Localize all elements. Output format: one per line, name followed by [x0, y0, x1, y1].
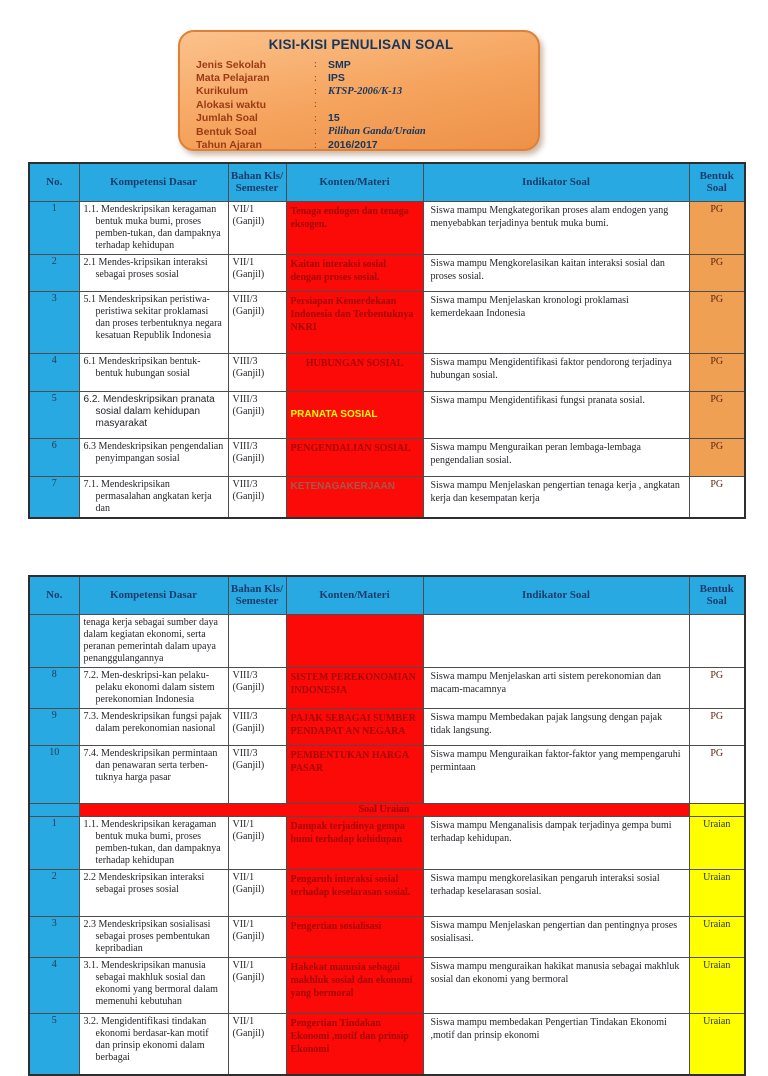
indikator-soal-cell: Siswa mampu Membedakan pajak langsung dengan pajak tidak langsung.	[423, 708, 689, 745]
kompetensi-dasar-cell: 3.2. Mengidentifikasi tindakan ekonomi berdasar-kan motif dan prinsip ekonomi dalam berbagai	[79, 1013, 228, 1075]
table-row	[29, 957, 745, 1013]
table-row	[29, 708, 745, 745]
bahan-kelas-cell: VIII/3 (Ganjil)	[228, 745, 286, 803]
table-row	[29, 438, 745, 476]
column-header: Bentuk Soal	[689, 163, 745, 201]
bahan-kelas-cell: VIII/3 (Ganjil)	[228, 708, 286, 745]
no-cell: 4	[29, 353, 79, 391]
meta-colon: :	[314, 85, 317, 97]
bahan-kelas-cell: VII/1 (Ganjil)	[228, 916, 286, 957]
kompetensi-dasar-cell: 2.3 Mendeskripsikan sosialisasi sebagai proses pembentukan kepribadian	[79, 916, 228, 957]
column-header: Indikator Soal	[423, 576, 689, 614]
indikator-soal-cell: Siswa mampu mengkorelasikan pengaruh interaksi sosial terhadap keselarasan sosial.	[423, 869, 689, 916]
bentuk-soal-cell: Uraian	[689, 957, 745, 1013]
bentuk-soal-cell: PG	[689, 438, 745, 476]
no-cell: 1	[29, 816, 79, 869]
column-header: Bentuk Soal	[689, 576, 745, 614]
exam-header-card	[178, 30, 540, 151]
table-row	[29, 745, 745, 803]
meta-value: 2016/2017	[328, 139, 378, 152]
indikator-soal-cell: Siswa mampu Menguraikan faktor-faktor yang mempengaruhi permintaan	[423, 745, 689, 803]
page-title: KISI-KISI PENULISAN SOAL	[268, 37, 454, 52]
meta-value: KTSP-2006/K-13	[328, 85, 403, 97]
meta-value: Pilihan Ganda/Uraian	[328, 126, 426, 138]
konten-materi-cell: HUBUNGAN SOSIAL	[286, 353, 423, 391]
kompetensi-dasar-cell: tenaga kerja sebagai sumber daya dalam kegiatan ekonomi, serta peranan pemerintah dalam upaya penanggulangannya	[79, 614, 228, 667]
table-row	[29, 916, 745, 957]
no-cell: 3	[29, 291, 79, 353]
table-row	[29, 1013, 745, 1075]
bahan-kelas-cell	[228, 614, 286, 667]
bahan-kelas-cell: VIII/3 (Ganjil)	[228, 667, 286, 708]
table-row	[29, 816, 745, 869]
column-header: Konten/Materi	[286, 576, 423, 614]
kompetensi-dasar-cell: 7.3. Mendeskripsikan fungsi pajak dalam perekonomian nasional	[79, 708, 228, 745]
bentuk-soal-cell: PG	[689, 254, 745, 291]
no-cell: 6	[29, 438, 79, 476]
indikator-soal-cell: Siswa mampu Mengidentifikasi faktor pendorong terjadinya hubungan sosial.	[423, 353, 689, 391]
konten-materi-cell: PEMBENTUKAN HARGA PASAR	[286, 745, 423, 803]
bahan-kelas-cell: VII/1 (Ganjil)	[228, 254, 286, 291]
konten-materi-cell: KETENAGAKERJAAN	[286, 476, 423, 518]
meta-value: SMP	[328, 58, 351, 71]
indikator-soal-cell: Siswa mampu Menjelaskan pengertian tenaga kerja , angkatan kerja dan kesempatan kerja	[423, 476, 689, 518]
section-divider-row	[29, 803, 745, 816]
indikator-soal-cell: Siswa mampu membedakan Pengertian Tindakan Ekonomi ,motif dan prinsip ekonomi	[423, 1013, 689, 1075]
table-row	[29, 869, 745, 916]
konten-materi-cell: Persiapan Kemerdekaan Indonesia dan Terbentuknya NKRI	[286, 291, 423, 353]
no-cell: 7	[29, 476, 79, 518]
bentuk-soal-cell: PG	[689, 391, 745, 438]
column-header: No.	[29, 163, 79, 201]
no-cell	[29, 803, 79, 816]
column-header: Konten/Materi	[286, 163, 423, 201]
bahan-kelas-cell: VII/1 (Ganjil)	[228, 1013, 286, 1075]
meta-colon: :	[314, 59, 317, 71]
bentuk-soal-cell: PG	[689, 708, 745, 745]
meta-row	[196, 138, 526, 151]
kompetensi-dasar-cell: 7.1. Mendeskripsikan permasalahan angkatan kerja dan	[79, 476, 228, 518]
table-row	[29, 476, 745, 518]
konten-materi-cell: Tenaga endogen dan tenaga eksogen.	[286, 201, 423, 254]
bentuk-soal-cell: Uraian	[689, 816, 745, 869]
konten-materi-cell: Hakekat manusia sebagai makhluk sosial dan ekonomi yang bermoral	[286, 957, 423, 1013]
bentuk-soal-cell	[689, 614, 745, 667]
no-cell: 2	[29, 254, 79, 291]
no-cell: 4	[29, 957, 79, 1013]
bahan-kelas-cell: VII/1 (Ganjil)	[228, 201, 286, 254]
kompetensi-dasar-cell: 2.2 Mendeskripsikan interaksi sebagai proses sosial	[79, 869, 228, 916]
meta-colon: :	[314, 139, 317, 151]
uraian-table	[28, 575, 746, 1076]
meta-colon: :	[314, 126, 317, 138]
bentuk-soal-cell: PG	[689, 201, 745, 254]
bahan-kelas-cell: VIII/3 (Ganjil)	[228, 291, 286, 353]
meta-label: Bentuk Soal	[196, 125, 257, 138]
meta-value: 15	[328, 112, 340, 125]
meta-row	[196, 85, 526, 98]
konten-materi-cell	[286, 614, 423, 667]
meta-row	[196, 112, 526, 125]
kompetensi-dasar-cell: 5.1 Mendeskripsikan peristiwa-peristiwa sekitar proklamasi dan proses terbentuknya negara kesatuan Republik Indonesia	[79, 291, 228, 353]
konten-materi-cell: Dampak terjadinya gempa bumi terhadap kehidupan	[286, 816, 423, 869]
meta-row	[196, 71, 526, 84]
table-row	[29, 291, 745, 353]
column-header: Bahan Kls/ Semester	[228, 163, 286, 201]
bentuk-soal-cell: Uraian	[689, 1013, 745, 1075]
no-cell: 5	[29, 1013, 79, 1075]
konten-materi-cell: PAJAK SEBAGAI SUMBER PENDAPAT AN NEGARA	[286, 708, 423, 745]
indikator-soal-cell: Siswa mampu Mengkorelasikan kaitan interaksi sosial dan proses sosial.	[423, 254, 689, 291]
table-row	[29, 667, 745, 708]
no-cell: 8	[29, 667, 79, 708]
indikator-soal-cell: Siswa mampu Mengkategorikan proses alam endogen yang menyebabkan terjadinya bentuk muka bumi.	[423, 201, 689, 254]
indikator-soal-cell: Siswa mampu Mengidentifikasi fungsi pranata sosial.	[423, 391, 689, 438]
konten-materi-cell: PENGENDALIAN SOSIAL	[286, 438, 423, 476]
bahan-kelas-cell: VII/1 (Ganjil)	[228, 816, 286, 869]
table-row	[29, 201, 745, 254]
column-header: Kompetensi Dasar	[79, 576, 228, 614]
meta-label: Jenis Sekolah	[196, 58, 267, 71]
meta-colon: :	[314, 112, 317, 124]
konten-materi-cell: Pengaruh interaksi sosial terhadap keselarasan sosial.	[286, 869, 423, 916]
konten-materi-cell: SISTEM PEREKONOMIAN INDONESIA	[286, 667, 423, 708]
no-cell: 3	[29, 916, 79, 957]
table-row	[29, 391, 745, 438]
kompetensi-dasar-cell: 7.2. Men-deskripsi-kan pelaku-pelaku ekonomi dalam sistem perekonomian Indonesia	[79, 667, 228, 708]
pilihan-ganda-table	[28, 162, 746, 519]
header-row	[29, 163, 745, 201]
meta-row	[196, 125, 526, 138]
column-header: Indikator Soal	[423, 163, 689, 201]
meta-row	[196, 58, 526, 71]
bentuk-soal-cell: Uraian	[689, 869, 745, 916]
no-cell: 2	[29, 869, 79, 916]
no-cell: 5	[29, 391, 79, 438]
bentuk-soal-cell: PG	[689, 476, 745, 518]
meta-row	[196, 98, 526, 111]
indikator-soal-cell: Siswa mampu Menganalisis dampak terjadinya gempa bumi terhadap kehidupan.	[423, 816, 689, 869]
bentuk-soal-cell: Uraian	[689, 916, 745, 957]
kompetensi-dasar-cell: 6.2. Mendeskripsikan pranata sosial dalam kehidupan masyarakat	[79, 391, 228, 438]
bahan-kelas-cell: VII/1 (Ganjil)	[228, 957, 286, 1013]
bahan-kelas-cell: VII/1 (Ganjil)	[228, 869, 286, 916]
no-cell: 9	[29, 708, 79, 745]
meta-label: Kurikulum	[196, 85, 248, 98]
kompetensi-dasar-cell: 3.1. Mendeskripsikan manusia sebagai makhluk sosial dan ekonomi yang bermoral dalam memenuhi kebutuhan	[79, 957, 228, 1013]
no-cell: 10	[29, 745, 79, 803]
bentuk-soal-cell: PG	[689, 353, 745, 391]
indikator-soal-cell: Siswa mampu Menjelaskan kronologi proklamasi kemerdekaan Indonesia	[423, 291, 689, 353]
bahan-kelas-cell: VIII/3 (Ganjil)	[228, 438, 286, 476]
indikator-soal-cell: Siswa mampu Menjelaskan arti sistem perekonomian dan macam-macamnya	[423, 667, 689, 708]
bentuk-soal-cell: PG	[689, 291, 745, 353]
no-cell	[29, 614, 79, 667]
header-row	[29, 576, 745, 614]
kompetensi-dasar-cell: 1.1. Mendeskripsikan keragaman bentuk muka bumi, proses pemben-tukan, dan dampaknya terhadap kehidupan	[79, 201, 228, 254]
meta-colon: :	[314, 72, 317, 84]
meta-label: Tahun Ajaran	[196, 139, 262, 152]
table-row	[29, 254, 745, 291]
kompetensi-dasar-cell: 6.1 Mendeskripsikan bentuk-bentuk hubungan sosial	[79, 353, 228, 391]
kompetensi-dasar-cell: 1.1. Mendeskripsikan keragaman bentuk muka bumi, proses pemben-tukan, dan dampaknya terhadap kehidupan	[79, 816, 228, 869]
bahan-kelas-cell: VIII/3 (Ganjil)	[228, 476, 286, 518]
meta-colon: :	[314, 99, 317, 111]
kompetensi-dasar-cell: 6.3 Mendeskripsikan pengendalian penyimpangan sosial	[79, 438, 228, 476]
column-header: Bahan Kls/ Semester	[228, 576, 286, 614]
konten-materi-cell: Pengertian Tindakan Ekonomi ,motif dan prinsip Ekonomi	[286, 1013, 423, 1075]
konten-materi-cell: PRANATA SOSIAL	[286, 391, 423, 438]
meta-label: Mata Pelajaran	[196, 72, 270, 85]
indikator-soal-cell: Siswa mampu menguraikan hakikat manusia sebagai makhluk sosial dan ekonomi yang bermoral	[423, 957, 689, 1013]
indikator-soal-cell	[423, 614, 689, 667]
bahan-kelas-cell: VIII/3 (Ganjil)	[228, 391, 286, 438]
bentuk-cell	[689, 803, 745, 816]
indikator-soal-cell: Siswa mampu Menguraikan peran lembaga-lembaga pengendalian sosial.	[423, 438, 689, 476]
bahan-kelas-cell: VIII/3 (Ganjil)	[228, 353, 286, 391]
table-row	[29, 353, 745, 391]
indikator-soal-cell: Siswa mampu Menjelaskan pengertian dan pentingnya proses sosialisasi.	[423, 916, 689, 957]
column-header: Kompetensi Dasar	[79, 163, 228, 201]
meta-value: IPS	[328, 72, 345, 85]
konten-materi-cell: Kaitan interaksi sosial dengan proses sosial.	[286, 254, 423, 291]
bentuk-soal-cell: PG	[689, 745, 745, 803]
no-cell: 1	[29, 201, 79, 254]
column-header: No.	[29, 576, 79, 614]
section-title: Soal Uraian	[79, 803, 689, 816]
bentuk-soal-cell: PG	[689, 667, 745, 708]
kompetensi-dasar-cell: 7.4. Mendeskripsikan permintaan dan penawaran serta terben-tuknya harga pasar	[79, 745, 228, 803]
exam-metadata	[196, 58, 526, 152]
meta-label: Alokasi waktu	[196, 98, 267, 111]
konten-materi-cell: Pengertian sosialisasi	[286, 916, 423, 957]
kompetensi-dasar-cell: 2.1 Mendes-kripsikan interaksi sebagai proses sosial	[79, 254, 228, 291]
meta-label: Jumlah Soal	[196, 112, 258, 125]
table-row	[29, 614, 745, 667]
